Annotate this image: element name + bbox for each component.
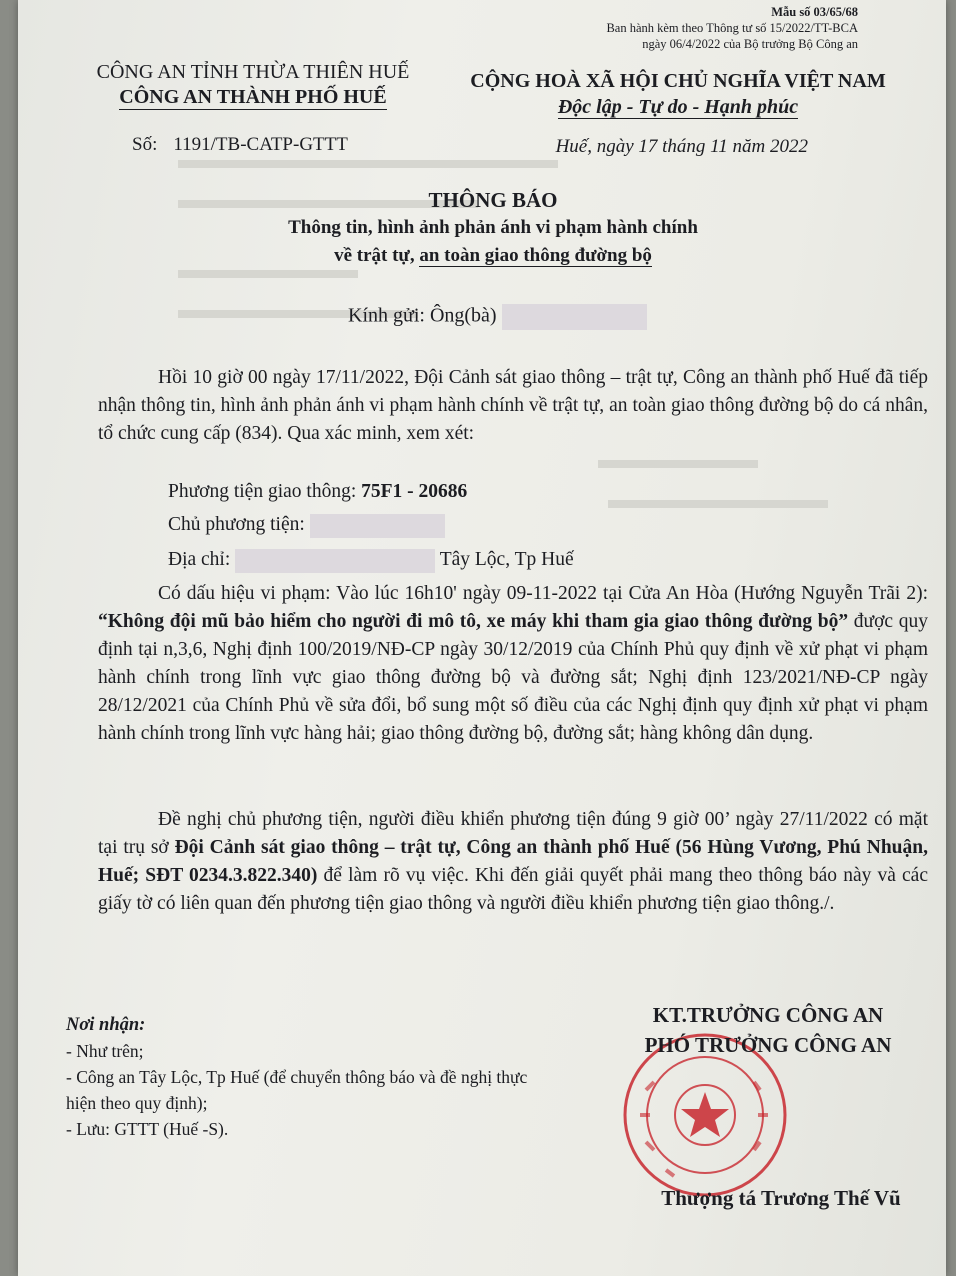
form-number: Mẫu số 03/65/68 [771,5,858,19]
form-issued-date: ngày 06/4/2022 của Bộ trưởng Bộ Công an [642,37,858,51]
signer-name: Thượng tá Trương Thế Vũ [661,1186,901,1210]
number-label: Số: [132,134,158,155]
request-paragraph [98,806,928,918]
vehicle-row [168,478,467,506]
form-issued-line: Ban hành kèm theo Thông tư số 15/2022/TT-BCA [606,21,858,35]
request-text-1: Đề nghị chủ phương tiện, người điều khiển phương tiện đúng 9 giờ 00’ ngày 27/11/2022 có mặt tại trụ sở [98,809,928,858]
recipients-block [66,1012,556,1142]
redacted-recipient-name [502,304,647,330]
redacted-owner-name [310,514,445,538]
intro-text: Hồi 10 giờ 00 ngày 17/11/2022, Đội Cảnh sát giao thông – trật tự, Công an thành phố Huế đã tiếp nhận thông tin, hình ảnh phản ánh vi phạm hành chính về trật tự, an toàn giao thông đường bộ do cá nhân, tổ chức cung cấp (834). Qua xác minh, xem xét: [98,367,928,444]
intro-paragraph [98,364,928,448]
subtitle-line-2b: an toàn giao thông đường bộ [419,245,652,266]
owner-label: Chủ phương tiện: [168,514,305,535]
violation-text-2: được quy định tại n,3,6, Nghị định 100/2019/NĐ-CP ngày 30/12/2019 của Chính Phủ quy định về xử phạt vi phạm hành chính trong lĩnh vực giao thông đường bộ và đường sắt; Nghị định 123/2021/NĐ-CP ngày 28/12/2021 của Chính Phủ về sửa đổi, bổ sung một số điều của các Nghị định quy định xử phạt vi phạm hành chính trong lĩnh vực hàng hải; giao thông đường bộ, đường sắt; hàng không dân dụng. [98,611,928,744]
document-page [18,0,946,1276]
request-location: Đội Cảnh sát giao thông – trật tự, Công an thành phố Huế (56 Hùng Vương, Phú Nhuận, Huế; SĐT 0234.3.822.340) [98,837,928,886]
violation-offense: “Không đội mũ bảo hiểm cho người đi mô tô, xe máy khi tham gia giao thông đường bộ” [98,611,849,632]
agency-name: CÔNG AN THÀNH PHỐ HUẾ [119,86,387,108]
vehicle-plate: 75F1 - 20686 [361,481,468,502]
document-number [132,134,348,156]
subtitle-line-1: Thông tin, hình ảnh phản ánh vi phạm hành chính [288,217,698,238]
country-title: CỘNG HOÀ XÃ HỘI CHỦ NGHĨA VIỆT NAM [470,70,886,92]
agency-parent: CÔNG AN TỈNH THỪA THIÊN HUẾ [96,61,410,83]
document-title: THÔNG BÁO [428,188,558,212]
recipients-title: Nơi nhận: [66,1015,146,1035]
signature-title [608,1000,928,1060]
recipient-item: - Công an Tây Lộc, Tp Huế (để chuyển thông báo và đề nghị thực hiện theo quy định); [66,1067,528,1113]
request-text-2: để làm rõ vụ việc. Khi đến giải quyết phải mang theo thông báo này và các giấy tờ có liên quan đến phương tiện giao thông và người điều khiển phương tiện giao thông./. [98,865,928,914]
national-header [448,68,908,120]
violation-text-1: Có dấu hiệu vi phạm: Vào lúc 16h10' ngày 09-11-2022 tại Cửa An Hòa (Hướng Nguyễn Trãi 2): [158,583,928,604]
national-motto: Độc lập - Tự do - Hạnh phúc [557,96,799,118]
signature-title-line-2: PHÓ TRƯỞNG CÔNG AN [644,1033,892,1057]
greeting-label: Kính gửi: Ông(bà) [348,304,497,327]
issuing-agency [78,60,428,110]
recipient-greeting [348,304,647,330]
address-row [168,546,574,574]
redacted-address [235,549,435,573]
form-reference [558,4,858,52]
signature-title-line-1: KT.TRƯỞNG CÔNG AN [652,1003,884,1027]
violation-paragraph [98,580,928,748]
document-date: Huế, ngày 17 tháng 11 năm 2022 [555,136,808,157]
address-suffix: Tây Lộc, Tp Huế [439,549,574,570]
recipient-item: - Như trên; [66,1041,144,1061]
recipient-item: - Lưu: GTTT (Huế -S). [66,1119,229,1139]
vehicle-label: Phương tiện giao thông: [168,481,357,502]
document-subtitle [178,214,808,270]
subtitle-line-2a: về trật tự, [334,245,415,266]
owner-row [168,511,445,539]
address-label: Địa chỉ: [168,549,231,570]
number-value: 1191/TB-CATP-GTTT [173,134,348,155]
